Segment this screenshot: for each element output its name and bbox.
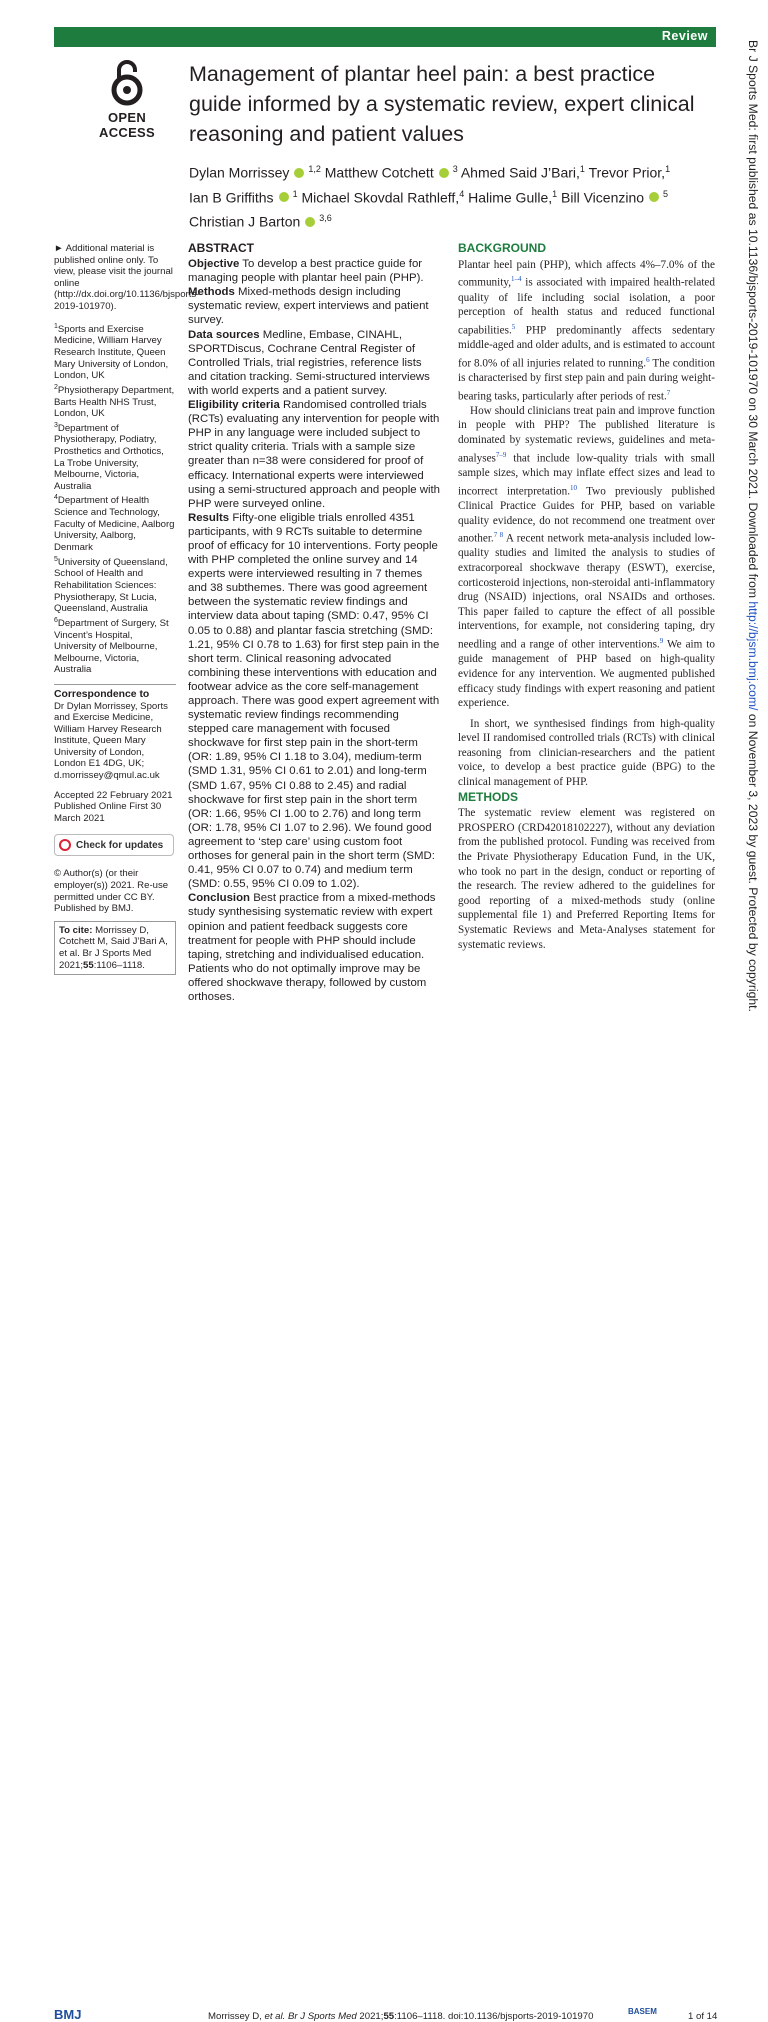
footer-citation: Morrissey D, et al. Br J Sports Med 2021;55:1106–1118. doi:10.1136/bjsports-2019-101970 <box>208 2011 594 2022</box>
orcid-icon[interactable] <box>649 192 659 202</box>
methods-heading: METHODS <box>458 789 518 804</box>
reference-link[interactable]: 7–9 <box>495 450 507 459</box>
copyright-statement: © Author(s) (or their employer(s)) 2021. Re-use permitted under CC BY. Published by BMJ. <box>54 868 169 915</box>
published-date: Published Online First 30 March 2021 <box>54 801 162 824</box>
methods-paragraph: The systematic review element was registered on PROSPERO (CRD42018102227), without any deviation from the published protocol. Funding was received from the Private Physiotherapy Education Fund, in the UK, who took no part in the design, conduct or reporting of the research. The review adhered to the guidelines for good reporting of a mixed-methods study (online supplemental file 1) and Preferred Reporting Items for Systematic Reviews and Meta-Analyses statement for systematic reviews. <box>458 807 715 951</box>
background-paragraph: Plantar heel pain (PHP), which affects 4%–7.0% of the community,$^{1-4}$ is associated with impaired health-related quality of life including social isolation, a poor perception of health status and reduced functional capabilities.$^5$ PHP predominantly affects sedentary middle-aged and older adults, and is estimated to account for 8.0% of all injuries related to running.$^6$ The condition is characterised by first step pain and pain during weight-bearing tasks, particularly after periods of rest.$^7$ <box>458 258 716 403</box>
page-number: 1 of 14 <box>688 2011 718 2022</box>
open-access-label: OPEN ACCESS <box>99 110 155 140</box>
abstract-eligibility: Eligibility criteria Randomised controlled trials (RCTs) evaluating any intervention for people with PHP in any language were included subject to strict quality criteria. Trials with a sample size greater than n=38 were considered for proof of efficacy. International experts were interviewed using a semi-structured approach and people with PHP were surveyed online. <box>188 399 441 510</box>
section-label: Review <box>661 29 708 43</box>
author-affil: 4 <box>459 188 465 199</box>
orcid-icon[interactable] <box>439 168 449 178</box>
author-name: Ahmed Said J’Bari, <box>460 164 580 181</box>
author-affil: 3 <box>452 164 458 174</box>
abstract-data-sources: Data sources Medline, Embase, CINAHL, SPORTDiscus, Cochrane Central Register of Controlled Trials, trial registries, reference lists and citation tracking. Semi-structured interviews with world experts and a patient survey. <box>188 328 430 397</box>
citation-text: Morrissey D, Cotchett M, Said J’Bari A, et al. Br J Sports Med 2021; <box>59 924 168 971</box>
abstract-heading: ABSTRACT <box>188 241 254 255</box>
body-column <box>458 241 715 952</box>
reference-link[interactable]: 7 <box>666 388 671 397</box>
orcid-icon[interactable] <box>294 168 304 178</box>
journal-site-link[interactable]: http://bjsm.bmj.com/ <box>746 601 760 711</box>
author-name: Christian J Barton <box>189 213 301 230</box>
check-for-updates-label: Check for updates <box>76 839 164 851</box>
citation-pages: :1106–1118. <box>93 959 145 971</box>
reference-link[interactable]: 9 <box>659 636 664 645</box>
abstract-conclusion: Conclusion Best practice from a mixed-methods study synthesising systematic review with expert opinion and patient feedback suggests core treatment for people with PHP should include taping, stretching and individualised education. Patients who do not optimally improve may be offered shockwave therapy, followed by custom orthoses. <box>188 892 436 1003</box>
bmj-logo: BMJ <box>54 2007 82 2022</box>
accepted-date: Accepted 22 February 2021 <box>54 789 173 801</box>
abstract-section <box>188 241 442 1004</box>
supplementary-note: ► Additional material is published online only. To view, please visit the journal online (http://dx.doi.org/10.1136/bjsports-2019-101970). <box>54 243 200 312</box>
author-affil: 1 <box>552 188 558 199</box>
download-notice-text: Br J Sports Med: first published as 10.1136/bjsports-2019-101970 on 30 March 2021. Downloaded from <box>746 40 760 602</box>
background-paragraph: How should clinicians treat pain and improve function in people with PHP? The published literature is dominated by systematic reviews, guidelines and meta-analyses$^{7-9}$ that include low-quality trials with small sample sizes, which may inflate effect sizes and lead to incorrect interpretation.$^{10}$ Two previously published Clinical Practice Guides for PHP, based on variable quality evidence, do not recommend one treatment over another.$^{7 8}$ A recent network meta-analysis included low-quality studies and limited the analysis to studies of extracorporeal shockwave therapy (ESWT), exercise, corticosteroid injections, non-steroidal anti-inflammatory drug (NSAID) injections, oral NSAIDs and orthoses. This paper failed to capture the effect of all possible interventions, for example, not considering taping, dry needling and a range of other interventions.$^9$ We aim to guide management of PHP based on high-quality evidence for any intervention. We augmented published efficacy study findings with expert reasoning and patient experience. <box>458 404 715 710</box>
left-margin-column <box>54 243 200 975</box>
author-affil: 1,2 <box>308 164 321 174</box>
affiliation: $^1$Sports and Exercise Medicine, William Harvey Research Institute, Queen Mary University of London, London, UK <box>54 322 169 382</box>
orcid-icon[interactable] <box>305 217 315 227</box>
crossmark-icon <box>59 839 71 851</box>
author-name: Ian B Griffiths <box>189 189 274 206</box>
affiliation: $^2$Physiotherapy Department, Barts Health NHS Trust, London, UK <box>54 383 175 420</box>
open-access-logo <box>92 60 162 140</box>
background-heading: BACKGROUND <box>458 241 546 255</box>
affiliation: $^6$Department of Surgery, St Vincent’s Hospital, University of Melbourne, Melbourne, Victoria, Australia <box>54 616 169 676</box>
correspondence-details: Dr Dylan Morrissey, Sports and Exercise Medicine, William Harvey Research Institute, Queen Mary University of London, London E1 4DG, UK; d.morrissey@qmul.ac.uk <box>54 700 168 782</box>
author-affil: 1 <box>579 164 585 174</box>
check-for-updates-button[interactable] <box>54 834 174 856</box>
copyright-notice-text: on November 3, 2023 by guest. Protected by copyright. <box>746 710 760 1012</box>
section-header-bar <box>54 27 716 47</box>
author-affil: 1 <box>292 188 298 199</box>
author-list <box>189 159 709 233</box>
basem-logo: BASEM <box>628 2007 657 2016</box>
reference-link[interactable]: 6 <box>646 355 650 364</box>
citation-box <box>54 921 176 975</box>
author-affil: 5 <box>663 188 669 199</box>
article-title: Management of plantar heel pain: a best practice guide informed by a systematic review, expert clinical reasoning and patient values <box>189 62 695 146</box>
reference-link[interactable]: 7 8 <box>493 531 504 540</box>
divider <box>54 684 176 685</box>
correspondence-heading: Correspondence to <box>54 688 150 700</box>
reference-link[interactable]: 1–4 <box>511 275 522 284</box>
author-name: Halime Gulle, <box>468 189 553 206</box>
author-name: Bill Vicenzino <box>561 189 645 206</box>
author-affil: 3,6 <box>319 213 332 224</box>
page-footer <box>0 1003 768 2022</box>
author-name: Matthew Cotchett <box>324 164 434 181</box>
author-affil: 1 <box>665 164 671 174</box>
citation-label: To cite: <box>59 924 93 936</box>
affiliation: $^4$Department of Health Science and Technology, Faculty of Medicine, Aalborg University, Aalborg, Denmark <box>54 494 175 553</box>
orcid-icon[interactable] <box>279 192 289 202</box>
citation-volume: 55 <box>83 959 94 971</box>
background-paragraph: In short, we synthesised findings from high-quality level II randomised controlled trials (RCTs) with clinical reasoning from clinician-researchers and the patient voice, to develop a best practice guide (BPG) to the clinical management of PHP. <box>458 717 715 789</box>
abstract-objective: Objective To develop a best practice guide for managing people with plantar heel pain (PHP). <box>188 258 424 285</box>
author-name: Trevor Prior, <box>588 164 666 181</box>
open-access-lock-icon <box>107 60 147 106</box>
abstract-methods: Methods Mixed-methods design including systematic review, expert interviews and patient survey. <box>188 286 429 327</box>
download-notice-sidebar <box>744 40 760 1012</box>
affiliation: $^5$University of Queensland, School of Health and Rehabilitation Sciences: Physiotherapy, St Lucia, Queensland, Australia <box>54 555 168 615</box>
affiliation: $^3$Department of Physiotherapy, Podiatry, Prosthetics and Orthotics, La Trobe University, Melbourne, Victoria, Australia <box>54 421 164 492</box>
reference-link[interactable]: 5 <box>511 322 516 331</box>
author-name: Dylan Morrissey <box>189 164 290 181</box>
reference-link[interactable]: 10 <box>570 483 578 492</box>
author-name: Michael Skovdal Rathleff, <box>301 189 460 206</box>
abstract-results: Results Fifty-one eligible trials enrolled 4351 participants, with 9 RCTs suitable to determine proof of efficacy for 10 interventions. Forty people with PHP completed the online survey and 14 experts were interviewed resulting in 7 themes and 38 subthemes. There was good agreement between the systematic review findings and interview data about taping (SMD: 0.47, 95% CI 0.05 to 0.88) and plantar fascia stretching (SMD: 1.21, 95% CI 0.78 to 1.63) for first step pain in the short term. Clinical reasoning advocated combining these interventions with education and footwear advice as the core self-management approach. There was good expert agreement with systematic review findings recommending stepped care management with focused shockwave for first step pain in the short-term (OR: 1.89, 95% CI 1.18 to 3.04), medium-term (SMD 1.31, 95% CI 0.61 to 2.01) and long-term (SMD 1.67, 95% CI 0.88 to 2.45) and radial shockwave for first step pain in the short term (OR: 1.66, 95% CI 1.00 to 2.76) and long term (OR: 1.78, 95% CI 1.07 to 2.96). We found good agreement to ‘step care’ using custom foot orthoses for general pain in the short term (SMD: 0.41, 95% CI 0.07 to 0.74) and medium term (SMD: 0.55, 95% CI 0.09 to 1.02). <box>188 511 440 891</box>
